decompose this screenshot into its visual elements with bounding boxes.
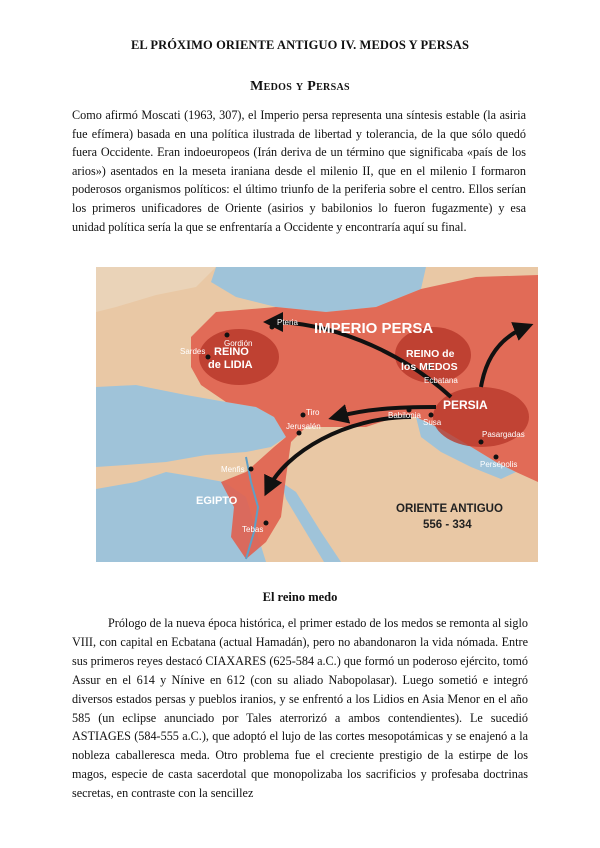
label-lidia-2: de LIDIA [208,359,253,371]
city-dot [264,521,269,526]
section-title: El reino medo [262,590,338,604]
label-oriente-dates: 556 - 334 [423,519,472,531]
city-pasargadas: Pasargadas [482,430,525,439]
document-title: EL PRÓXIMO ORIENTE ANTIGUO IV. MEDOS Y PERSAS [130,38,470,52]
city-tebas: Tebas [242,525,264,534]
city-dot [297,431,302,436]
city-gordion: Gordión [224,339,253,348]
city-persepolis: Persépolis [480,460,518,469]
intro-paragraph: Como afirmó Moscati (1963, 307), el Imperio persa representa una síntesis estable (la asiria fue efímera) basada en una política ilustrada de libertad y tolerancia, de la que sólo quedó fuera Occidente. Eran indoeuropeos (Irán deriva de un término que significaba «país de los arios») asentados en la meseta iraniana desde el milenio II, que en el milenio I formaron poderosos organismos políticos: el último triunfo de la periferia sobre el centro. Ellos serían los primeros unificadores de Oriente (asirios y babilonios lo fueron fugazmente) y esa unidad política sería la que se enfrentaría a Occidente y encontraría aquí su final. [72,108,526,234]
label-medos-2: los MEDOS [401,361,458,373]
city-menfis: Menfis [221,465,245,474]
label-medos-1: REINO de [406,348,455,360]
city-pteria: Pteria [277,318,298,327]
label-oriente: ORIENTE ANTIGUO [396,503,503,515]
city-dot [225,333,230,338]
label-persia: PERSIA [443,398,488,412]
label-imperio-persa: IMPERIO PERSA [314,320,434,337]
city-dot [270,325,275,330]
city-dot [249,467,254,472]
body-paragraph: Prólogo de la nueva época histórica, el primer estado de los medos se remonta al siglo VIII, con capital en Ecbatana (actual Hamadán), pero no abandonaron la vida nómada. Entre sus primeros reyes destacó CIAXARES (625-584 a.C.) que formó un poderoso ejército, tomó Assur en el 614 y Nínive en 612 (con su aliado Nabopolasar). Luego sometió e integró diversos estados persas y pueblos iranios, y se enfrentó a los Lidios en Asia Menor en el año 585 (un eclipse anunciado por Tales aterrorizó a ambos contendientes). Le sucedió ASTIAGES (584-555 a.C.), que adoptó el lujo de las cortes mesopotámicas y se enajenó a la nobleza caballeresca meda. Otro problema fue el creciente prestigio de la estirpe de los magos, especie de casta sacerdotal que monopolizaba los sacrificios y profesaba doctrinas secretas, en contraste con la sencillez [72,616,528,801]
city-ecbatana: Ecbatana [424,376,458,385]
section-heading: Medos y Persas [250,79,350,94]
label-egipto: EGIPTO [196,495,238,507]
city-dot [429,413,434,418]
city-dot [479,440,484,445]
city-jerusalen: Jerusalén [286,422,321,431]
city-tiro: Tiro [306,408,320,417]
city-susa: Susa [423,418,442,427]
city-babilonia: Babilonia [388,411,421,420]
city-sardes: Sardes [180,347,206,356]
city-dot [301,413,306,418]
empire-map [96,267,538,562]
label-lidia-1: REINO [214,346,249,358]
city-dot [494,455,499,460]
